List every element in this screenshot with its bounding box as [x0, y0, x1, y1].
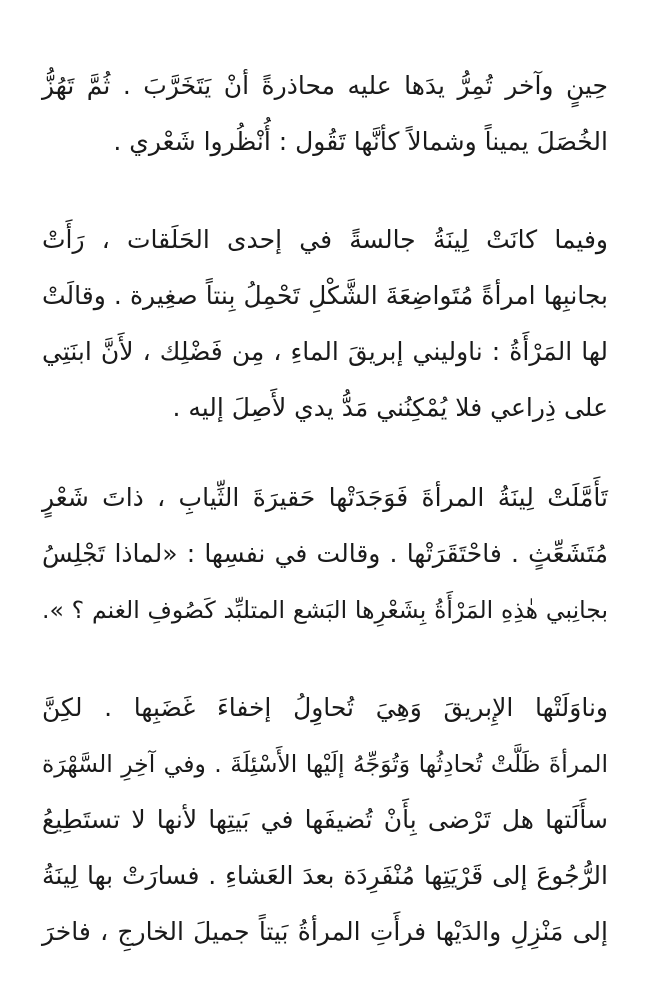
paragraph-1: [42, 58, 608, 170]
text-line: بجانِبي هٰذِهِ المَرْأَةُ بِشَعْرِها البَشع المتلبِّد كَصُوفِ الغنم ؟ ».: [42, 596, 608, 624]
text-line: مُتَشَعِّثٍ . فاحْتَقَرَتْها . وقالت في نفسِها : «لماذا تَجْلِسُ: [42, 539, 608, 568]
text-line: على ذِراعي فلا يُمْكِنُني مَدُّ يدي لأَصِلَ إليه .: [172, 393, 608, 422]
text-line: المرأةَ ظَلَّتْ تُحادِثُها وَتُوَجِّهُ إلَيْها الأَسْئِلَةَ . وفي آخِرِ السَّهْرَة: [42, 750, 608, 778]
text-line: بجانبِها امرأةً مُتَواضِعَةَ الشَّكْلِ تَحْمِلُ بِنتاً صغِيرة . وقالَتْ: [42, 281, 608, 310]
text-line: الخُصَلَ يميناً وشمالاً كأنَّها تَقُول : أُنْظُروا شَعْري .: [113, 127, 608, 156]
text-line: الرُّجُوعَ إلى قَرْيَتِها مُنْفَرِدَة بعدَ العَشاءِ . فسارَتْ بها لِينَةُ: [42, 861, 608, 890]
text-line: سأَلَتها هل تَرْضى بِأَنْ تُضيفَها في بَيتِها لأنها لا تستَطِيعُ: [42, 805, 608, 834]
text-line: تَأَمَّلَتْ لِينَةُ المرأةَ فَوَجَدَتْها حَقيرَةَ الثِّيابِ ، ذاتَ شَعْرٍ: [42, 483, 608, 512]
paragraph-4: [42, 680, 608, 960]
text-line: حِينٍ وآخر تُمِرُّ يدَها عليه محاذرةً أنْ يَتَخَرَّبَ . ثُمَّ تَهُزُّ: [42, 71, 608, 100]
paragraph-2: [42, 212, 608, 436]
text-line: لها المَرْأَةُ : ناوليني إبريقَ الماءِ ، مِن فَضْلِك ، لأَنَّ ابنَتِي: [42, 337, 608, 366]
text-line: وفيما كانَتْ لِينَةُ جالسةً في إحدى الحَلَقات ، رَأَتْ: [42, 225, 608, 254]
text-line: إلى مَنْزِلِ والدَيْها فرأَتِ المرأةُ بَيتاً جميلَ الخارجِ ، فاخرَ: [42, 917, 608, 946]
paragraph-3: [42, 470, 608, 638]
text-line: وناوَلَتْها الإِبريقَ وَهِيَ تُحاوِلُ إخفاءَ غَضَبِها . لكِنَّ: [42, 693, 608, 722]
